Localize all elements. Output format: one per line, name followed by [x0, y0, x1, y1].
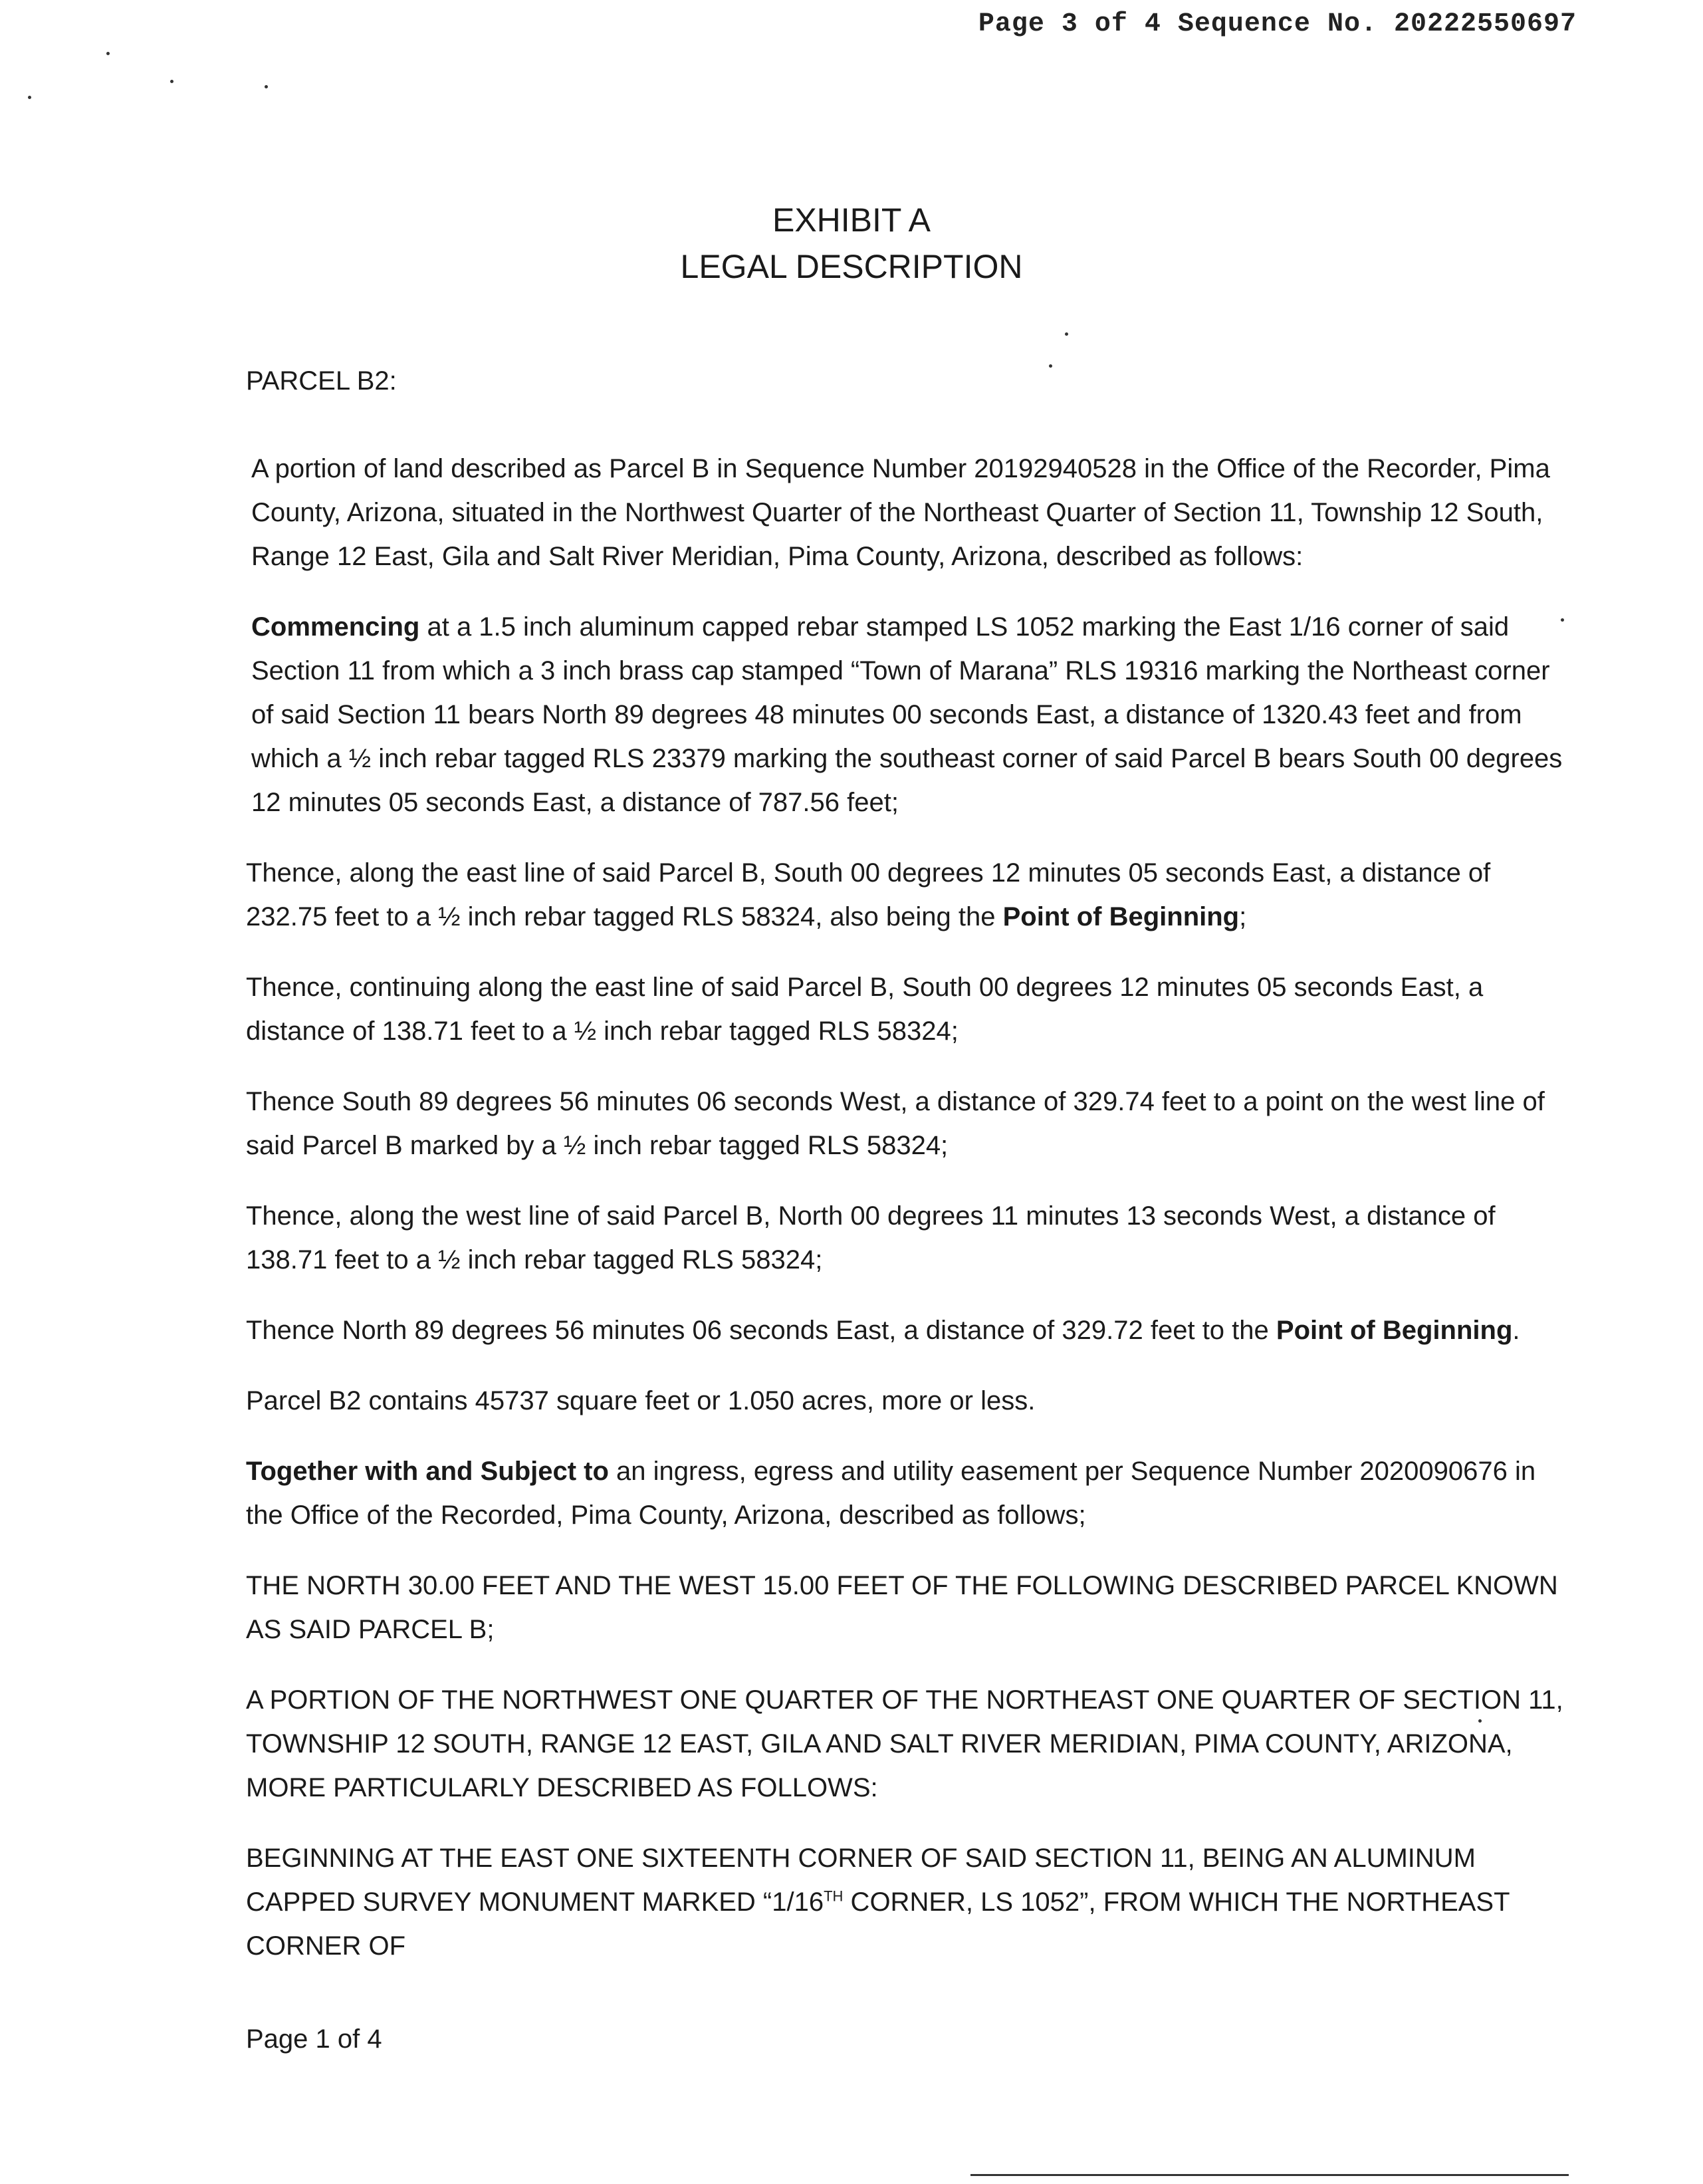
- recorder-page-stamp: Page 3 of 4 Sequence No. 20222550697: [978, 9, 1577, 39]
- paragraph-thence-continuing: Thence, continuing along the east line of said Parcel B, South 00 degrees 12 minutes 05 seconds East, a distance of 138.71 feet to a ½ inch rebar tagged RLS 58324;: [246, 973, 1484, 1046]
- ordinal-superscript: TH: [824, 1887, 844, 1905]
- page-number-footer: Page 1 of 4: [246, 2024, 382, 2054]
- scan-speck: [106, 52, 110, 55]
- paragraph-beginning-corner: [246, 1836, 1569, 1968]
- point-of-beginning-bold: Point of Beginning: [1002, 902, 1240, 931]
- parcel-label: PARCEL B2:: [246, 366, 397, 396]
- scan-speck: [265, 85, 268, 88]
- scan-speck: [170, 80, 173, 83]
- easement-text: an ingress, egress and utility easement per Sequence Number 2020090676 in the Office of the Recorded, Pima County, Arizona, described as follows;: [246, 1457, 1536, 1530]
- together-with-bold: Together with and Subject to: [246, 1457, 609, 1486]
- commencing-text: at a 1.5 inch aluminum capped rebar stamped LS 1052 marking the East 1/16 corner of said Section 11 from which a 3 inch brass cap stamped “Town of Marana” RLS 19316 marking the Northeast corner of said Section 11 bears North 89 degrees 48 minutes 00 seconds East, a distance of 1320.43 feet and from which a ½ inch rebar tagged RLS 23379 marking the southeast corner of said Parcel B bears South 00 degrees 12 minutes 05 seconds East, a distance of 787.56 feet;: [251, 612, 1563, 817]
- scan-speck: [1065, 332, 1068, 336]
- commencing-bold: Commencing: [251, 612, 420, 642]
- paragraph-thence-east-line: [246, 851, 1569, 939]
- paragraph-easement: [246, 1449, 1569, 1537]
- exhibit-subtitle: LEGAL DESCRIPTION: [680, 248, 1023, 285]
- paragraph-commencing: [246, 605, 1569, 824]
- paragraph-parcel-area: Parcel B2 contains 45737 square feet or 1.050 acres, more or less.: [246, 1386, 1036, 1415]
- scan-speck: [28, 96, 31, 99]
- paragraph-thence-north-east: [246, 1308, 1569, 1352]
- exhibit-title: EXHIBIT A: [772, 201, 931, 239]
- beginning-corner-text: BEGINNING AT THE EAST ONE SIXTEENTH CORNER OF SAID SECTION 11, BEING AN ALUMINUM CAPPED SURVEY MONUMENT MARKED “1/16: [246, 1844, 1476, 1917]
- bottom-divider: [970, 2174, 1569, 2176]
- paragraph-portion-of-land: A portion of land described as Parcel B in Sequence Number 20192940528 in the Office of the Recorder, Pima County, Arizona, situated in the Northwest Quarter of the Northeast Quarter of Section 11, Township 12 South, Range 12 East, Gila and Salt River Meridian, Pima County, Arizona, described as follows:: [251, 454, 1550, 571]
- paragraph-portion-northwest: A PORTION OF THE NORTHWEST ONE QUARTER OF THE NORTHEAST ONE QUARTER OF SECTION 11, TOWNSHIP 12 SOUTH, RANGE 12 EAST, GILA AND SALT RIVER MERIDIAN, PIMA COUNTY, ARIZONA, MORE PARTICULARLY DESCRIBED AS FOLLOWS:: [246, 1685, 1563, 1802]
- legal-description-body: [246, 359, 1569, 1995]
- point-of-beginning-bold-2: Point of Beginning: [1276, 1316, 1513, 1345]
- thence-east-line-end: ;: [1239, 902, 1247, 931]
- thence-north-east-end: .: [1512, 1316, 1520, 1345]
- paragraph-thence-west-line: Thence, along the west line of said Parcel B, North 00 degrees 11 minutes 13 seconds West, a distance of 138.71 feet to a ½ inch rebar tagged RLS 58324;: [246, 1201, 1496, 1274]
- thence-north-east-text: Thence North 89 degrees 56 minutes 06 seconds East, a distance of 329.72 feet to the: [246, 1316, 1276, 1345]
- paragraph-thence-south-west: Thence South 89 degrees 56 minutes 06 seconds West, a distance of 329.74 feet to a point on the west line of said Parcel B marked by a ½ inch rebar tagged RLS 58324;: [246, 1087, 1545, 1160]
- beginning-corner-end: CORNER, LS 1052”, FROM WHICH THE NORTHEAST CORNER OF: [246, 1887, 1510, 1961]
- paragraph-north-west-feet: THE NORTH 30.00 FEET AND THE WEST 15.00 FEET OF THE FOLLOWING DESCRIBED PARCEL KNOWN AS SAID PARCEL B;: [246, 1571, 1558, 1644]
- thence-east-line-text: Thence, along the east line of said Parcel B, South 00 degrees 12 minutes 05 seconds East, a distance of 232.75 feet to a ½ inch rebar tagged RLS 58324, also being the: [246, 858, 1491, 931]
